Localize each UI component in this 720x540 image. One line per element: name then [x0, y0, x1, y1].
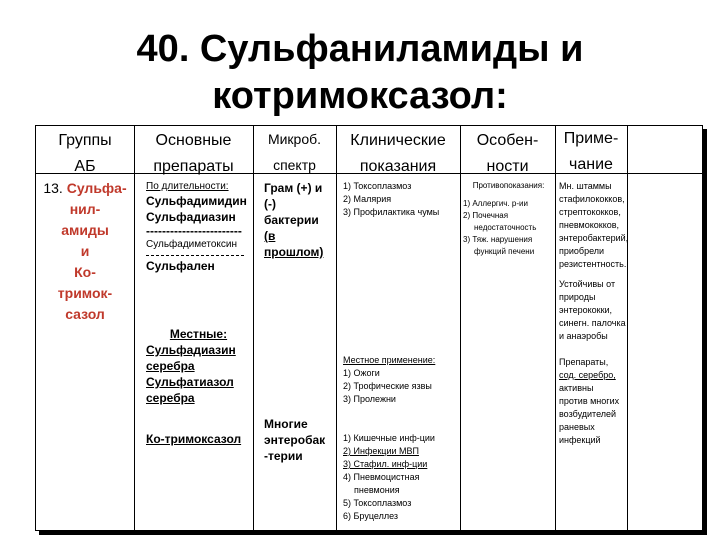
group-cell: [36, 178, 134, 325]
header-drugs: Основные препараты: [153, 132, 234, 175]
indications-local: Местное применение: 1) Ожоги 2) Трофические язвы 3) Пролежни: [343, 355, 436, 404]
indications-top: 1) Токсоплазмоз 2) Малярия 3) Профилактика чумы: [343, 181, 440, 217]
local-drug: Сульфатиазол: [146, 375, 234, 389]
notes-block-1: Мн. штаммы стафилококков, стрептококков, пневмококков, энтеробактерий, приобрели резистентность.: [559, 181, 629, 269]
header-indications: Клинические показания: [350, 132, 446, 175]
group-line: тримок-: [57, 285, 113, 301]
duration-label: По длительности:: [146, 181, 229, 192]
group-line: Сульфа-: [66, 180, 127, 196]
notes-block-3: Препараты, сод. серебро, активны против многих возбудителей раневых инфекций: [559, 357, 620, 445]
column-divider: [253, 126, 254, 530]
local-drugs-cell: [146, 326, 251, 406]
group-line: Ко-: [74, 264, 96, 280]
header-spectrum: Микроб. спектр: [267, 131, 322, 173]
indications-cotrim: 1) Кишечные инф-ции 2) Инфекции МВП 3) Стафил. инф-ции 4) Пневмоцистная пневмония 5) Токсоплазмоз 6) Бруцеллез: [343, 433, 435, 521]
column-divider: [336, 126, 337, 530]
drug-name: Сульфадимидин: [146, 194, 247, 208]
header-notes: Приме- чание: [563, 130, 619, 173]
drug-divider: ------------------------: [146, 225, 242, 237]
group-line: сазол: [65, 306, 105, 322]
page-title-line2: котримоксазол:: [212, 75, 508, 117]
local-drug: серебра: [146, 359, 195, 373]
local-label: Местные:: [169, 327, 228, 341]
drugs-cell: [146, 180, 251, 274]
page-title-line1: 40. Сульфаниламиды и: [136, 28, 584, 70]
group-line: нил-: [69, 201, 101, 217]
entero-cell: Многие энтеробак -терии: [264, 417, 326, 463]
group-line: и: [80, 243, 90, 259]
local-drug: серебра: [146, 391, 195, 405]
drug-name: Сульфадиазин: [146, 210, 236, 224]
column-divider: [460, 126, 461, 530]
table-frame: [35, 125, 703, 531]
header-groups: Группы АБ: [58, 132, 112, 175]
group-number: 13.: [43, 180, 63, 196]
notes-block-2: Устойчивы от природы энтерококки, синегн. палочка и анаэробы: [559, 279, 626, 341]
group-line: амиды: [61, 222, 109, 238]
column-divider: [555, 126, 556, 530]
features-cell: Противопоказания: 1) Аллергич. р-ии 2) Почечная недостаточность 3) Тяж. нарушения функций печени: [463, 181, 545, 256]
column-divider: [134, 126, 135, 530]
header-features: Особен- ности: [476, 132, 539, 175]
cotrimoxazole-drug: Ко-тримоксазол: [146, 432, 242, 446]
drug-name: Сульфадиметоксин: [146, 239, 237, 250]
spectrum-cell: Грам (+) и (-) бактерии (в прошлом): [264, 181, 324, 259]
column-divider: [627, 126, 628, 530]
drug-name: Сульфален: [146, 259, 215, 273]
drug-divider-dashed: [146, 255, 244, 256]
local-drug: Сульфадиазин: [146, 343, 236, 357]
